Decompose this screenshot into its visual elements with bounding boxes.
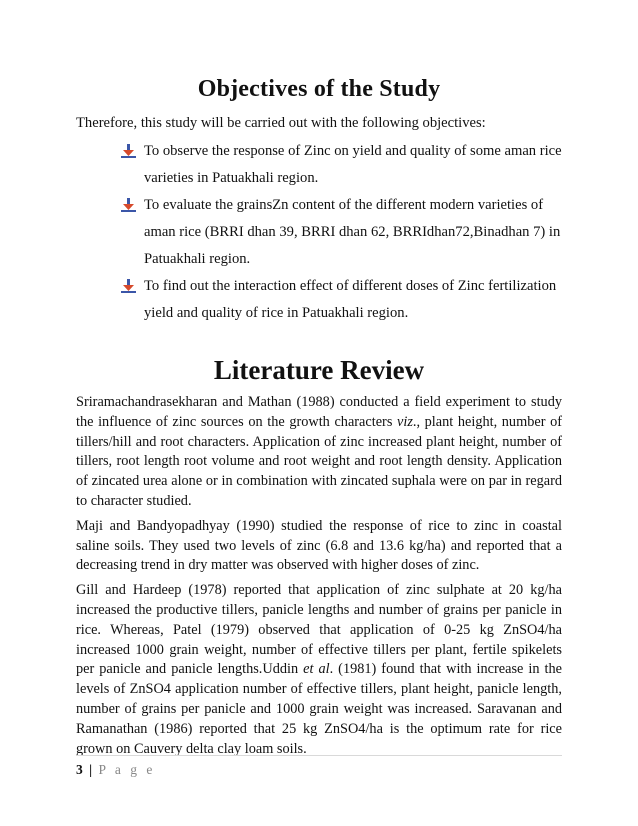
literature-paragraph-3 <box>76 581 562 759</box>
literature-body <box>76 393 562 764</box>
objective-line: yield and quality of rice in Patuakhali region. <box>144 305 409 321</box>
literature-paragraph-2: Maji and Bandyopadhyay (1990) studied the response of rice to zinc in coastal saline soils. They used two levels of zinc (6.8 and 13.6 kg/ha) and reported that a decreasing trend in dry matter was observed with higher doses of zinc. <box>76 517 562 574</box>
italic-text: viz <box>397 413 413 430</box>
objective-line: To observe the response of Zinc on yield and quality of some aman rice <box>144 143 562 159</box>
footer-divider <box>76 755 562 756</box>
page-footer <box>76 762 155 778</box>
objective-item-2 <box>120 192 575 273</box>
arrow-bullet-icon <box>120 198 137 212</box>
objectives-list <box>120 138 575 327</box>
page-label: P a g e <box>98 762 156 777</box>
text-run: Sriramachandrasekharan and Mathan (1988) conducted a field experiment to study the influence of zinc sources on the growth characters <box>76 394 562 430</box>
objective-item-1 <box>120 138 575 192</box>
arrow-bullet-icon <box>120 144 137 158</box>
objective-line: To evaluate the grainsZn content of the different modern varieties of <box>144 197 544 213</box>
objective-line: aman rice (BRRI dhan 39, BRRI dhan 62, BRRIdhan72,Binadhan 7) in <box>144 224 561 240</box>
literature-paragraph-1 <box>76 393 562 512</box>
text-run: ., plant height, number of tillers/hill and root characters. Application of zinc increased plant height, number of tillers, root length root volume and root weight and root length density. Application of zincated urea alone or in combination with zincated suphala were on par in regard to character studied. <box>76 413 562 509</box>
text-run: . (1981) found that with increase in the levels of ZnSO4 application number of effective tillers, plant height, panicle length, number of grains per panicle and 1000 grain weight was increased. Saravanan and Ramanathan (1986) reported that 25 kg ZnSO4/ha is the optimum rate for rice grown on Cauvery delta clay loam soils. <box>76 661 562 757</box>
italic-text: et al <box>303 661 330 678</box>
objective-item-3 <box>120 273 575 327</box>
objective-line: varieties in Patuakhali region. <box>144 170 319 186</box>
objective-line: To find out the interaction effect of different doses of Zinc fertilization <box>144 278 557 294</box>
objective-line: Patuakhali region. <box>144 251 251 267</box>
objectives-heading: Objectives of the Study <box>197 76 441 102</box>
objectives-intro: Therefore, this study will be carried out with the following objectives: <box>76 115 486 131</box>
text-run: Gill and Hardeep (1978) reported that application of zinc sulphate at 20 kg/ha increased the productive tillers, panicle lengths and number of grains per panicle in rice. Whereas, Patel (1979) observed that application of 0-25 kg ZnSO4/ha increased 1000 grain weight, number of effective tillers per plant, fertile spikelets per panicle and panicle lengths.Uddin <box>76 582 562 678</box>
literature-heading: Literature Review <box>213 355 425 385</box>
arrow-bullet-icon <box>120 279 137 293</box>
page-number: 3 <box>76 762 83 777</box>
footer-separator: | <box>89 762 93 777</box>
